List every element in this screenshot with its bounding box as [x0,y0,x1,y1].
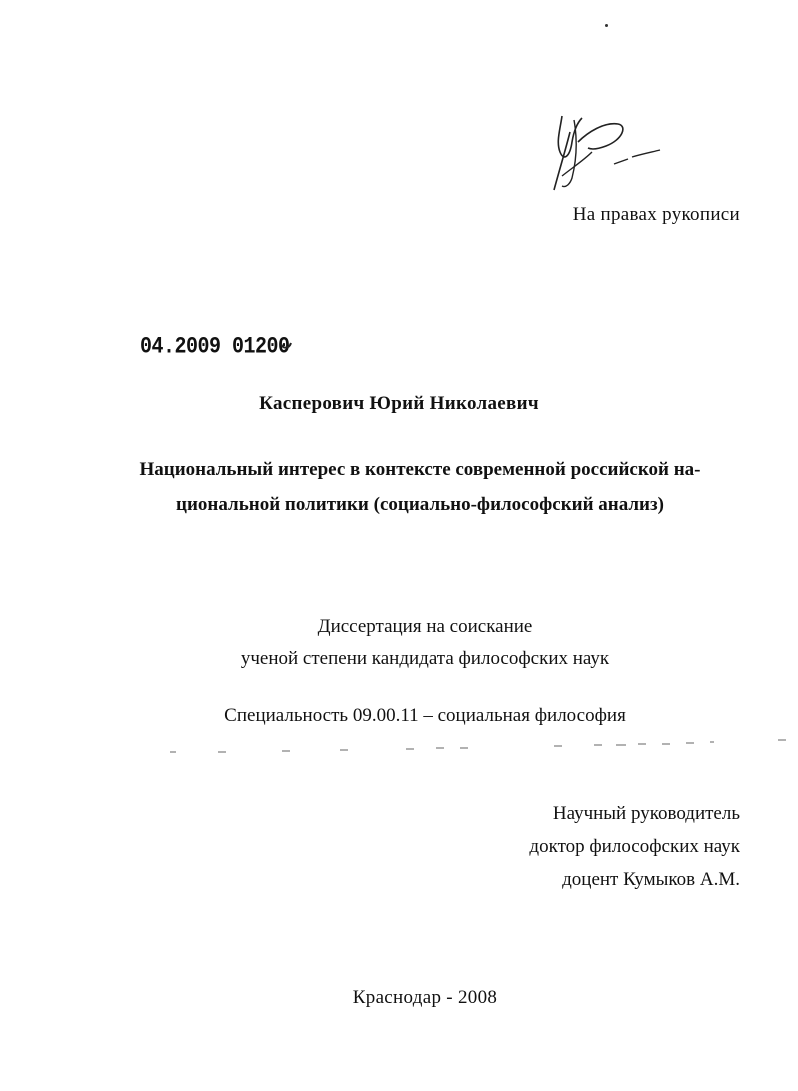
manuscript-rights-note: На правах рукописи [572,204,740,225]
author-name: Касперович Юрий Николаевич [259,393,539,414]
registration-mark [280,341,292,351]
title-line-1: Национальный интерес в контексте современной российской на- [139,459,701,480]
specialty-line: Специальность 09.00.11 – социальная философия [224,705,626,726]
dissertation-title [110,452,730,522]
scan-dash-artifacts [170,736,790,756]
scan-speck [605,24,608,27]
registration-number: 04.2009 01200 [140,334,290,361]
supervisor-role: Научный руководитель [552,803,740,824]
supervisor-degree: доктор философских наук [529,836,740,857]
degree-statement [0,611,798,675]
handwritten-signature [548,112,666,194]
supervisor-name: доцент Кумыков А.М. [562,869,740,890]
title-line-2: циональной политики (социально-философский анализ) [176,494,664,515]
degree-line-2: ученой степени кандидата философских наук [240,648,610,669]
supervisor-block [529,797,740,896]
degree-line-1: Диссертация на соискание [317,616,533,637]
city-year: Краснодар - 2008 [352,987,498,1008]
